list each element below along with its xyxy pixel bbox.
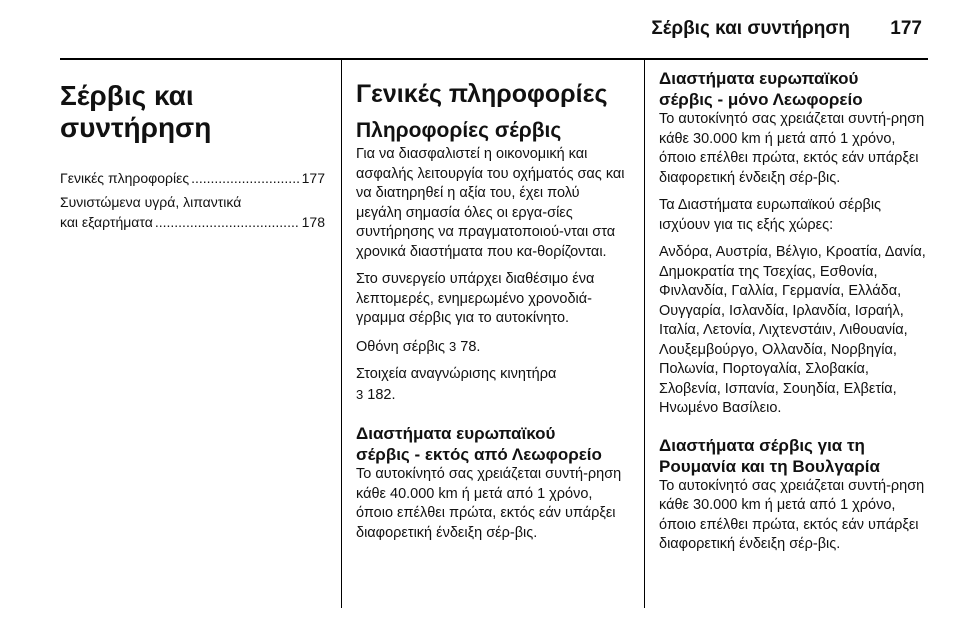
- subsection-title-service-info: Πληροφορίες σέρβις: [356, 119, 562, 142]
- paragraph-romania-bulgaria: Το αυτοκίνητό σας χρειάζεται συντή-ρηση κάθε 30.000 km ή μετά από 1 χρόνο, όποιο επέλθει πρώτα, εκτός εάν υπάρξει διαφορετική ένδειξη σέρ-βις.: [659, 477, 925, 552]
- ref-page[interactable]: 78.: [460, 338, 481, 355]
- column-divider-right: [644, 60, 645, 608]
- table-of-contents: [60, 168, 325, 232]
- paragraph-eu-intervals: Το αυτοκίνητό σας χρειάζεται συντή-ρηση κάθε 40.000 km ή μετά από 1 χρόνο, όποιο επέλθει πρώτα, εκτός εάν υπάρξει διαφορετική ένδειξη σέρ-βις.: [356, 466, 622, 541]
- toc-entry-page: 178: [301, 214, 325, 230]
- paragraph-countries-intro: Τα Διαστήματα ευρωπαϊκού σέρβις ισχύουν για τις εξής χώρες:: [659, 197, 882, 233]
- toc-entry-page: 177: [301, 170, 325, 186]
- page-header: [0, 0, 960, 60]
- column-general-info: [356, 60, 628, 551]
- toc-entry-general[interactable]: [60, 168, 325, 188]
- toc-entry-label-line2: και εξαρτήματα: [60, 214, 153, 230]
- column-intervals: [659, 60, 929, 563]
- ref-page[interactable]: 182.: [367, 386, 396, 403]
- paragraph-countries-list: Ανδόρα, Αυστρία, Βέλγιο, Κροατία, Δανία, Δημοκρατία της Τσεχίας, Εσθονία, Φινλανδία, Γαλλία, Γερμανία, Ελλάδα, Ουγγαρία, Ισλανδία, Ιρλανδία, Ισραήλ, Ιταλία, Λετονία, Λιχτενστάιν, Λιθουανία, Λουξεμβούργο, Ολλανδία, Νορβηγία, Πολωνία, Πορτογαλία, Σλοβακία, Σλοβενία, Ισπανία, Σουηδία, Ελβετία, Ηνωμένο Βασίλειο.: [659, 244, 926, 416]
- toc-entry-fluids[interactable]: [60, 192, 325, 232]
- toc-leader: [155, 212, 300, 232]
- toc-leader: [191, 168, 300, 188]
- column-chapter-toc: [60, 60, 325, 236]
- section-title-general: Γενικές πληροφορίες: [356, 80, 608, 108]
- paragraph-maintenance: Για να διασφαλιστεί η οικονομική και ασφαλής λειτουργία του οχήματός σας και να διατηρηθεί η αξία του, έχει πολύ μεγάλη σημασία όλες οι εργα-σίες συντήρησης να πραγματοποιού-νται στα χρονικά διαστήματα που κα-θορίζονται.: [356, 146, 625, 260]
- column-divider-left: [341, 60, 342, 608]
- paragraph-service-display-ref: [356, 337, 628, 358]
- chapter-title: Σέρβις και συντήρηση: [60, 80, 212, 143]
- paragraph-eu-bus: Το αυτοκίνητό σας χρειάζεται συντή-ρηση κάθε 30.000 km ή μετά από 1 χρόνο, όποιο επέλθει πρώτα, εκτός εάν υπάρξει διαφορετική ένδειξη σέρ-βις.: [659, 111, 925, 186]
- heading-romania-bulgaria-line2: Ρουμανία και τη Βουλγαρία: [659, 456, 880, 476]
- heading-eu-bus-line1: Διαστήματα ευρωπαϊκού: [659, 69, 859, 88]
- heading-romania-bulgaria-line1: Διαστήματα σέρβις για τη: [659, 435, 865, 455]
- heading-eu-bus-line2: σέρβις - μόνο Λεωφορείο: [659, 90, 863, 109]
- heading-eu-intervals-line2: σέρβις - εκτός από Λεωφορείο: [356, 445, 602, 464]
- ref-text: Στοιχεία αναγνώρισης κινητήρα: [356, 366, 557, 382]
- heading-eu-intervals-line1: Διαστήματα ευρωπαϊκού: [356, 424, 556, 443]
- toc-entry-label: Γενικές πληροφορίες: [60, 170, 190, 186]
- page-number: 177: [890, 18, 922, 39]
- paragraph-engine-id-ref: [356, 365, 628, 405]
- page-ref-icon: 3: [356, 386, 364, 402]
- toc-entry-label-line1: Συνιστώμενα υγρά, λιπαντικά: [60, 194, 242, 210]
- paragraph-schedule: Στο συνεργείο υπάρχει διαθέσιμο ένα λεπτομερές, ενημερωμένο χρονοδιά-γραμμα σέρβις για το αυτοκίνητο.: [356, 271, 595, 326]
- running-title: Σέρβις και συντήρηση: [651, 18, 850, 39]
- page-ref-icon: 3: [449, 338, 457, 354]
- ref-text: Οθόνη σέρβις: [356, 338, 445, 355]
